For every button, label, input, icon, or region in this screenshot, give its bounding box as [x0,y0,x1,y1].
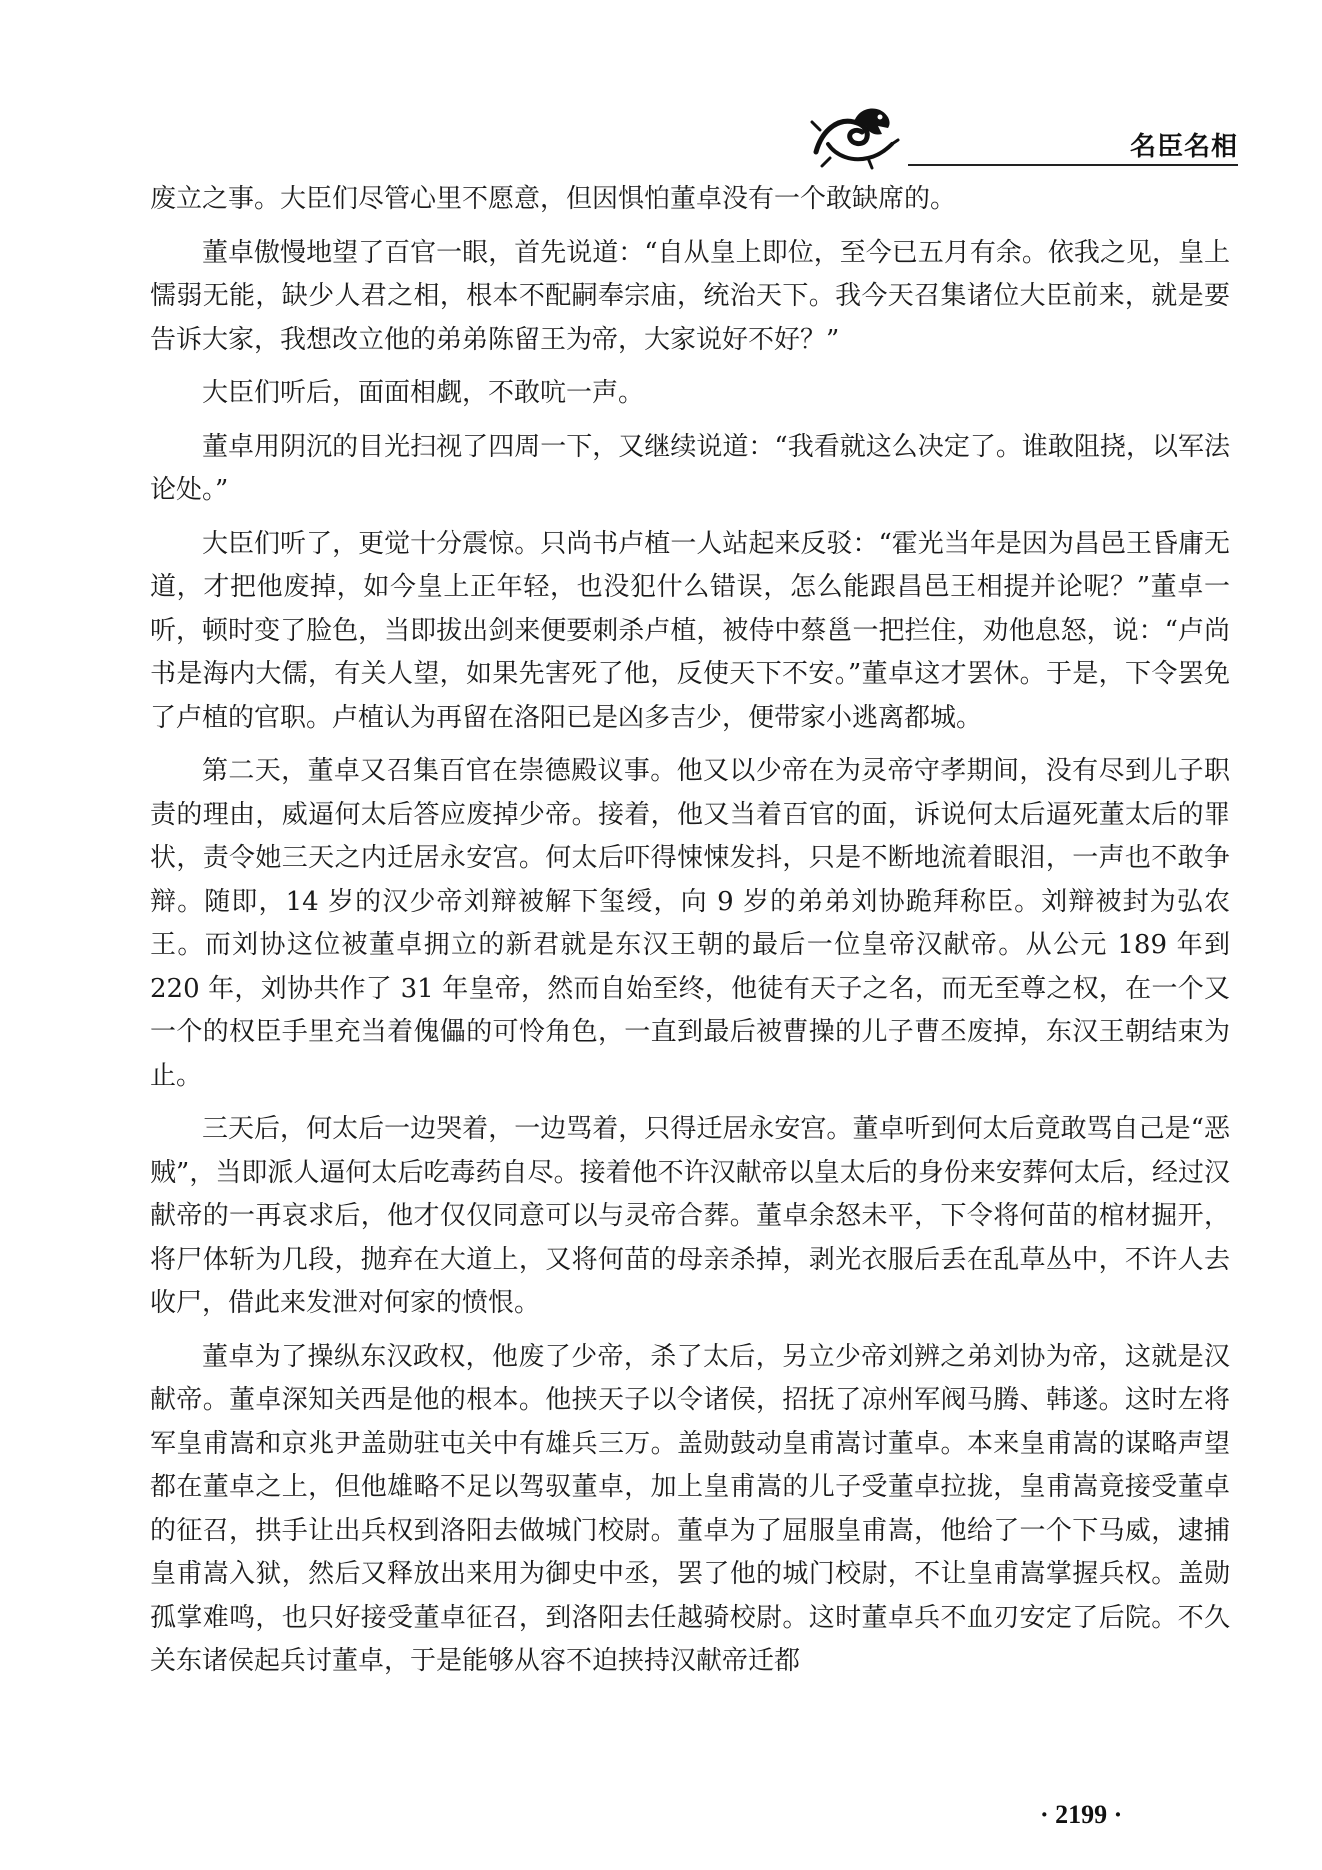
paragraph: 大臣们听了，更觉十分震惊。只尚书卢植一人站起来反驳：“霍光当年是因为昌邑王昏庸无道，才把他废掉，如今皇上正年轻，也没犯什么错误，怎么能跟昌邑王相提并论呢？”董卓一听，顿时变了脸色，当即拔出剑来便要刺杀卢植，被侍中蔡邕一把拦住，劝他息怒，说：“卢尚书是海内大儒，有关人望，如果先害死了他，反使天下不安。”董卓这才罢休。于是，下令罢免了卢植的官职。卢植认为再留在洛阳已是凶多吉少，便带家小逃离都城。 [150,528,1230,733]
paragraph: 董卓为了操纵东汉政权，他废了少帝，杀了太后，另立少帝刘辨之弟刘协为帝，这就是汉献帝。董卓深知关西是他的根本。他挟天子以令诸侯，招抚了凉州军阀马腾、韩遂。这时左将军皇甫嵩和京兆尹盖勋驻屯关中有雄兵三万。盖勋鼓动皇甫嵩讨董卓。本来皇甫嵩的谋略声望都在董卓之上，但他雄略不足以驾驭董卓，加上皇甫嵩的儿子受董卓拉拢，皇甫嵩竟接受董卓的征召，拱手让出兵权到洛阳去做城门校尉。董卓为了屈服皇甫嵩，他给了一个下马威，逮捕皇甫嵩入狱，然后又释放出来用为御史中丞，罢了他的城门校尉，不让皇甫嵩掌握兵权。盖勋孤掌难鸣，也只好接受董卓征召，到洛阳去任越骑校尉。这时董卓兵不血刃安定了后院。不久关东诸侯起兵讨董卓，于是能够从容不迫挟持汉献帝迁都 [150,1341,1230,1676]
paragraph: 第二天，董卓又召集百官在崇德殿议事。他又以少帝在为灵帝守孝期间，没有尽到儿子职责的理由，威逼何太后答应废掉少帝。接着，他又当着百官的面，诉说何太后逼死董太后的罪状，责令她三天之内迁居永安宫。何太后吓得悚悚发抖，只是不断地流着眼泪，一声也不敢争辩。随即，14 岁的汉少帝刘辩被解下玺绶，向 9 岁的弟弟刘协跪拜称臣。刘辩被封为弘农王。而刘协这位被董卓拥立的新君就是东汉王朝的最后一位皇帝汉献帝。从公元 189 年到 220 年，刘协共作了 31 年皇帝，然而自始至终，他徒有天子之名，而无至尊之权，在一个又一个的权臣手里充当着傀儡的可怜角色，一直到最后被曹操的儿子曹丕废掉，东汉王朝结束为止。 [150,756,1230,1091]
page-header [808,100,1238,170]
paragraph: 大臣们听后，面面相觑，不敢吭一声。 [202,378,645,408]
page-number: · 2199 · [1040,1800,1123,1829]
header-rule [908,164,1238,166]
running-title: 名臣名相 [1129,132,1238,162]
dragon-emblem-icon [808,100,900,170]
body-text [150,178,1230,1694]
paragraph: 废立之事。大臣们尽管心里不愿意，但因惧怕董卓没有一个敢缺席的。 [150,184,957,214]
paragraph: 董卓用阴沉的目光扫视了四周一下，又继续说道：“我看就这么决定了。谁敢阻挠，以军法论处。” [150,431,1230,505]
paragraph: 三天后，何太后一边哭着，一边骂着，只得迁居永安宫。董卓听到何太后竟敢骂自己是“恶贼”，当即派人逼何太后吃毒药自尽。接着他不许汉献帝以皇太后的身份来安葬何太后，经过汉献帝的一再哀求后，他才仅仅同意可以与灵帝合葬。董卓余怒未平，下令将何苗的棺材掘开，将尸体斩为几段，抛弃在大道上，又将何苗的母亲杀掉，剥光衣服后丢在乱草丛中，不许人去收尸，借此来发泄对何家的愤恨。 [150,1114,1230,1318]
paragraph: 董卓傲慢地望了百官一眼，首先说道：“自从皇上即位，至今已五月有余。依我之见，皇上懦弱无能，缺少人君之相，根本不配嗣奉宗庙，统治天下。我今天召集诸位大臣前来，就是要告诉大家，我想改立他的弟弟陈留王为帝，大家说好不好？” [150,237,1230,355]
